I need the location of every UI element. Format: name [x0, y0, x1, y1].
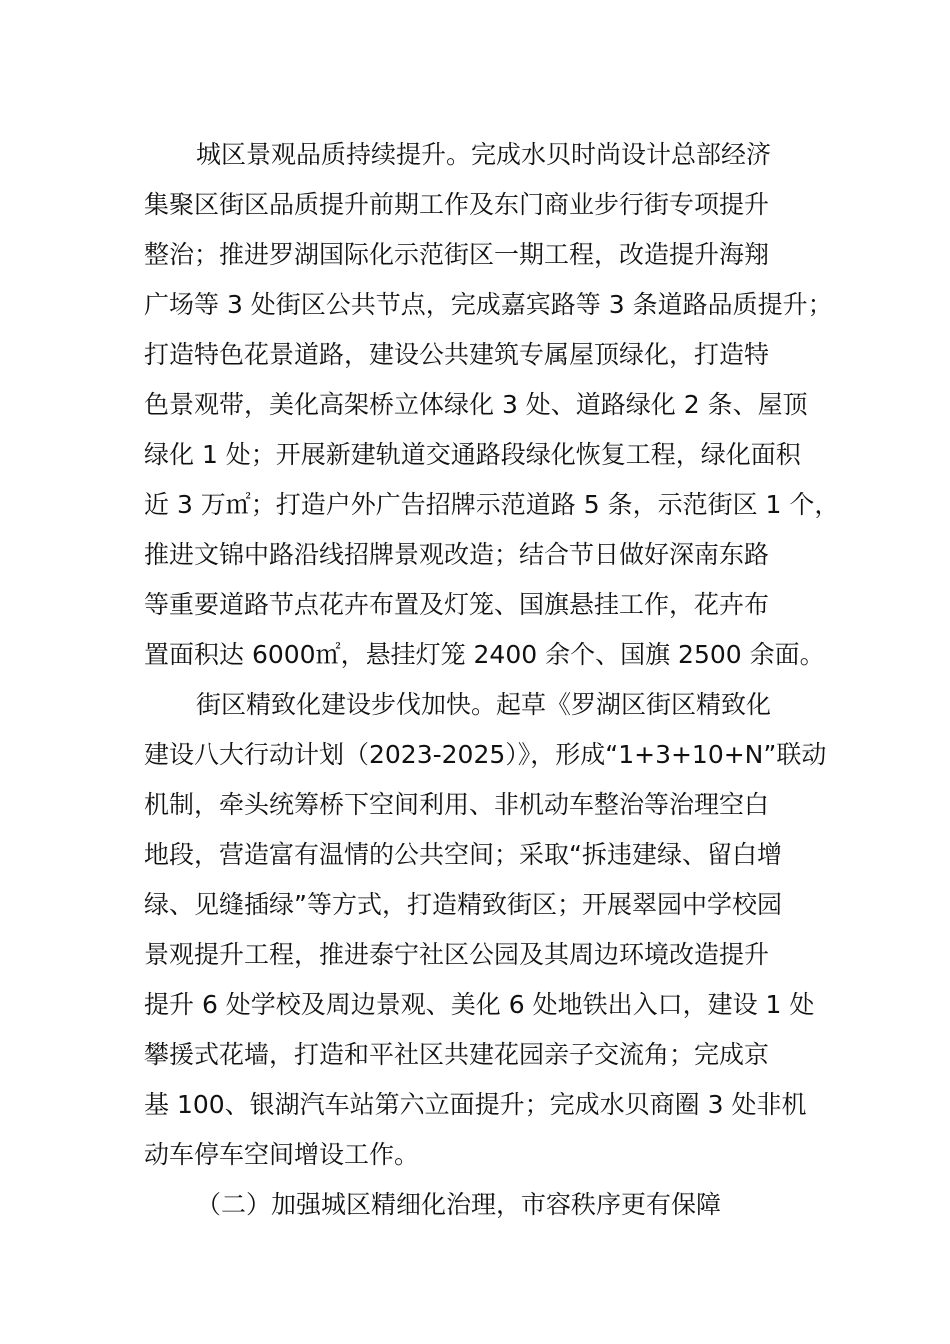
text-line: 地段，营造富有温情的公共空间；采取“拆违建绿、留白增 [144, 840, 782, 869]
section-heading [144, 1180, 834, 1230]
paragraph-street-refinement [144, 680, 834, 1180]
paragraph-landscape-quality [144, 130, 840, 680]
text-line: 提升 6 处学校及周边景观、美化 6 处地铁出入口，建设 1 处 [144, 990, 815, 1019]
text-line: 攀援式花墙，打造和平社区共建花园亲子交流角；完成京 [144, 1040, 770, 1069]
text-line: 等重要道路节点花卉布置及灯笼、国旗悬挂工作，花卉布 [144, 590, 770, 619]
text-line: 动车停车空间增设工作。 [144, 1140, 420, 1169]
text-line: 广场等 3 处街区公共节点，完成嘉宾路等 3 条道路品质提升； [144, 290, 833, 319]
section-heading-text: （二）加强城区精细化治理，市容秩序更有保障 [196, 1190, 722, 1219]
text-line: 绿化 1 处；开展新建轨道交通路段绿化恢复工程，绿化面积 [144, 440, 801, 469]
text-line: 打造特色花景道路，建设公共建筑专属屋顶绿化，打造特 [144, 340, 770, 369]
text-line: 集聚区街区品质提升前期工作及东门商业步行街专项提升 [144, 190, 770, 219]
text-line: 基 100、银湖汽车站第六立面提升；完成水贝商圈 3 处非机 [144, 1090, 807, 1119]
body-text [144, 130, 840, 1230]
text-line: 绿、见缝插绿”等方式，打造精致街区；开展翠园中学校园 [144, 890, 782, 919]
text-line: 建设八大行动计划（2023-2025）》，形成“1+3+10+N”联动 [144, 740, 827, 769]
text-line: 城区景观品质持续提升。完成水贝时尚设计总部经济 [196, 140, 772, 169]
text-line: 推进文锦中路沿线招牌景观改造；结合节日做好深南东路 [144, 540, 770, 569]
text-line: 置面积达 6000㎡，悬挂灯笼 2400 余个、国旗 2500 余面。 [144, 640, 825, 669]
text-line: 色景观带，美化高架桥立体绿化 3 处、道路绿化 2 条、屋顶 [144, 390, 808, 419]
text-line: 近 3 万㎡；打造户外广告招牌示范道路 5 条，示范街区 1 个， [144, 490, 840, 519]
text-line: 景观提升工程，推进泰宁社区公园及其周边环境改造提升 [144, 940, 770, 969]
text-line: 整治；推进罗湖国际化示范街区一期工程，改造提升海翔 [144, 240, 770, 269]
text-line: 街区精致化建设步伐加快。起草《罗湖区街区精致化 [196, 690, 772, 719]
text-line: 机制，牵头统筹桥下空间利用、非机动车整治等治理空白 [144, 790, 770, 819]
